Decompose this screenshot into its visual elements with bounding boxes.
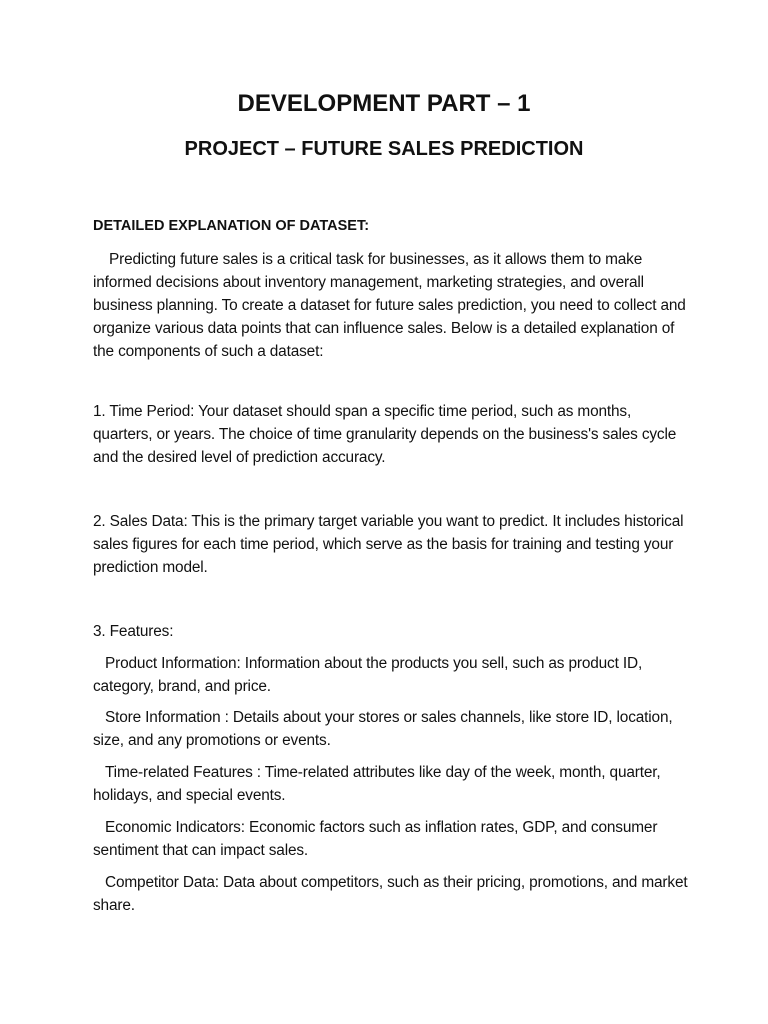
- list-item-sales-data: 2. Sales Data: This is the primary target variable you want to predict. It includes historical sales figures for each time period, which serve as the basis for training and testing your prediction model.: [93, 513, 684, 576]
- feature-product-information: Product Information: Information about the products you sell, such as product ID, category, brand, and price.: [93, 655, 643, 695]
- intro-paragraph: Predicting future sales is a critical task for businesses, as it allows them to make informed decisions about inventory management, marketing strategies, and overall business planning. To create a dataset for future sales prediction, you need to collect and organize various data points that can influence sales. Below is a detailed explanation of the components of such a dataset:: [93, 251, 686, 360]
- section-heading: DETAILED EXPLANATION OF DATASET:: [93, 218, 370, 234]
- feature-store-information: Store Information : Details about your stores or sales channels, like store ID, location, size, and any promotions or events.: [93, 709, 673, 749]
- feature-time-related: Time-related Features : Time-related attributes like day of the week, month, quarter, holidays, and special events.: [93, 764, 661, 804]
- feature-economic-indicators: Economic Indicators: Economic factors such as inflation rates, GDP, and consumer sentiment that can impact sales.: [93, 819, 658, 859]
- list-item-time-period: 1. Time Period: Your dataset should span a specific time period, such as months, quarters, or years. The choice of time granularity depends on the business's sales cycle and the desired level of prediction accuracy.: [93, 403, 677, 466]
- list-item-features: 3. Features:: [93, 623, 174, 640]
- document-title: DEVELOPMENT PART – 1: [237, 90, 531, 117]
- document-subtitle: PROJECT – FUTURE SALES PREDICTION: [184, 138, 584, 160]
- feature-competitor-data: Competitor Data: Data about competitors, such as their pricing, promotions, and market share.: [93, 874, 688, 914]
